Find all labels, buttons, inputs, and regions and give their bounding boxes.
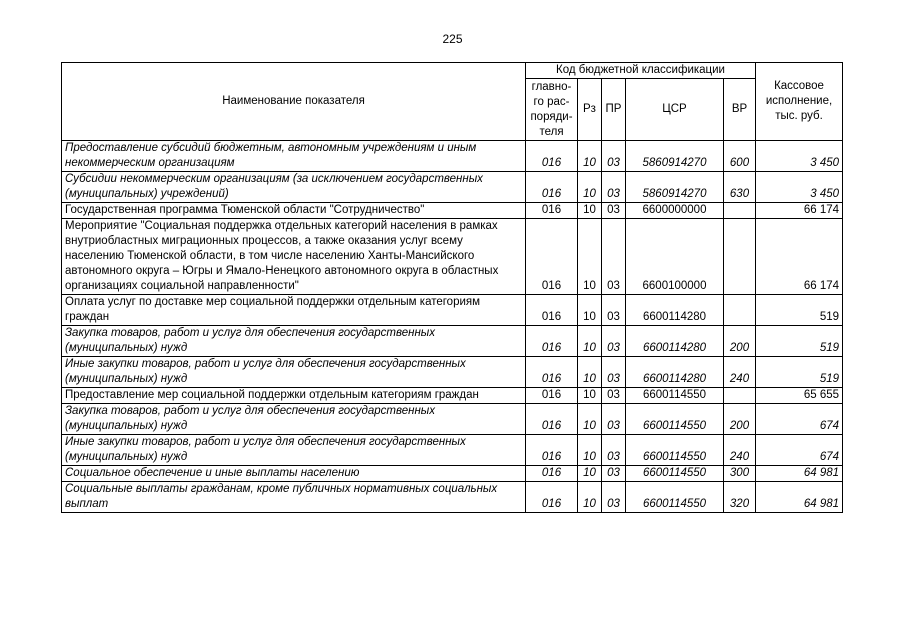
row-csr: 6600114280 [626, 357, 724, 388]
row-pr: 03 [602, 435, 626, 466]
row-amount: 519 [756, 357, 843, 388]
row-csr: 6600114280 [626, 326, 724, 357]
row-admin-code: 016 [526, 203, 578, 219]
row-name: Оплата услуг по доставке мер социальной поддержки отдельным категориям граждан [62, 295, 526, 326]
row-amount: 64 981 [756, 466, 843, 482]
row-rz: 10 [578, 482, 602, 513]
table-row [62, 357, 843, 388]
row-amount: 3 450 [756, 172, 843, 203]
row-vr: 200 [724, 326, 756, 357]
row-csr: 5860914270 [626, 141, 724, 172]
row-rz: 10 [578, 295, 602, 326]
header-amount: Кассовое исполнение, тыс. руб. [756, 63, 843, 141]
row-csr: 6600114550 [626, 466, 724, 482]
header-pr: ПР [602, 79, 626, 141]
row-admin-code: 016 [526, 404, 578, 435]
table-row [62, 172, 843, 203]
row-vr: 320 [724, 482, 756, 513]
row-pr: 03 [602, 357, 626, 388]
row-name: Субсидии некоммерческим организациям (за исключением государственных (муниципальных) учреждений) [62, 172, 526, 203]
row-admin-code: 016 [526, 482, 578, 513]
row-vr: 630 [724, 172, 756, 203]
row-admin-code: 016 [526, 466, 578, 482]
row-admin-code: 016 [526, 219, 578, 295]
row-pr: 03 [602, 172, 626, 203]
row-rz: 10 [578, 357, 602, 388]
row-admin-code: 016 [526, 435, 578, 466]
row-csr: 6600114550 [626, 482, 724, 513]
row-name: Иные закупки товаров, работ и услуг для обеспечения государственных (муниципальных) нужд [62, 357, 526, 388]
row-vr [724, 203, 756, 219]
row-admin-code: 016 [526, 326, 578, 357]
row-pr: 03 [602, 295, 626, 326]
budget-table [61, 62, 843, 513]
row-admin-code: 016 [526, 295, 578, 326]
row-name: Государственная программа Тюменской области "Сотрудничество" [62, 203, 526, 219]
row-rz: 10 [578, 404, 602, 435]
header-name: Наименование показателя [62, 63, 526, 141]
table-row [62, 219, 843, 295]
row-vr [724, 219, 756, 295]
row-rz: 10 [578, 326, 602, 357]
row-csr: 6600114550 [626, 435, 724, 466]
row-vr: 600 [724, 141, 756, 172]
row-pr: 03 [602, 141, 626, 172]
row-amount: 64 981 [756, 482, 843, 513]
row-name: Предоставление мер социальной поддержки отдельным категориям граждан [62, 388, 526, 404]
table-row [62, 326, 843, 357]
row-vr: 240 [724, 357, 756, 388]
row-name: Закупка товаров, работ и услуг для обеспечения государственных (муниципальных) нужд [62, 326, 526, 357]
table-body [62, 141, 843, 513]
row-rz: 10 [578, 388, 602, 404]
row-amount: 519 [756, 326, 843, 357]
row-pr: 03 [602, 219, 626, 295]
table-row [62, 295, 843, 326]
row-name: Социальное обеспечение и иные выплаты населению [62, 466, 526, 482]
row-pr: 03 [602, 404, 626, 435]
row-rz: 10 [578, 203, 602, 219]
row-vr: 240 [724, 435, 756, 466]
row-amount: 674 [756, 404, 843, 435]
row-pr: 03 [602, 326, 626, 357]
row-name: Предоставление субсидий бюджетным, автономным учреждениям и иным некоммерческим организациям [62, 141, 526, 172]
row-amount: 66 174 [756, 203, 843, 219]
row-vr: 300 [724, 466, 756, 482]
row-pr: 03 [602, 388, 626, 404]
table-row [62, 404, 843, 435]
row-amount: 66 174 [756, 219, 843, 295]
row-pr: 03 [602, 482, 626, 513]
row-rz: 10 [578, 466, 602, 482]
row-vr [724, 295, 756, 326]
row-rz: 10 [578, 141, 602, 172]
row-vr: 200 [724, 404, 756, 435]
row-admin-code: 016 [526, 141, 578, 172]
table-row [62, 482, 843, 513]
row-name: Закупка товаров, работ и услуг для обеспечения государственных (муниципальных) нужд [62, 404, 526, 435]
header-admin: главно-го рас-поряди-теля [526, 79, 578, 141]
table-row [62, 466, 843, 482]
row-pr: 03 [602, 203, 626, 219]
page-number: 225 [442, 32, 463, 46]
row-name: Иные закупки товаров, работ и услуг для обеспечения государственных (муниципальных) нужд [62, 435, 526, 466]
table-row [62, 388, 843, 404]
row-csr: 6600000000 [626, 203, 724, 219]
row-amount: 65 655 [756, 388, 843, 404]
row-csr: 6600114550 [626, 404, 724, 435]
row-rz: 10 [578, 172, 602, 203]
row-amount: 3 450 [756, 141, 843, 172]
row-rz: 10 [578, 219, 602, 295]
row-csr: 5860914270 [626, 172, 724, 203]
table-row [62, 203, 843, 219]
header-code-group: Код бюджетной классификации [526, 63, 756, 79]
row-admin-code: 016 [526, 357, 578, 388]
row-rz: 10 [578, 435, 602, 466]
table-row [62, 435, 843, 466]
header-rz: Рз [578, 79, 602, 141]
header-csr: ЦСР [626, 79, 724, 141]
header-vr: ВР [724, 79, 756, 141]
row-pr: 03 [602, 466, 626, 482]
row-name: Социальные выплаты гражданам, кроме публичных нормативных социальных выплат [62, 482, 526, 513]
row-csr: 6600114550 [626, 388, 724, 404]
row-vr [724, 388, 756, 404]
row-csr: 6600100000 [626, 219, 724, 295]
row-amount: 519 [756, 295, 843, 326]
row-admin-code: 016 [526, 172, 578, 203]
row-name: Мероприятие "Социальная поддержка отдельных категорий населения в рамках внутриобластных миграционных процессов, а также оказания услуг всему населению Тюменской области, в том числе населению Ханты-Мансийского автономного округа – Югры и Ямало-Ненецкого автономного округа в областных организациях социальной направленности" [62, 219, 526, 295]
row-amount: 674 [756, 435, 843, 466]
table-row [62, 141, 843, 172]
row-csr: 6600114280 [626, 295, 724, 326]
row-admin-code: 016 [526, 388, 578, 404]
